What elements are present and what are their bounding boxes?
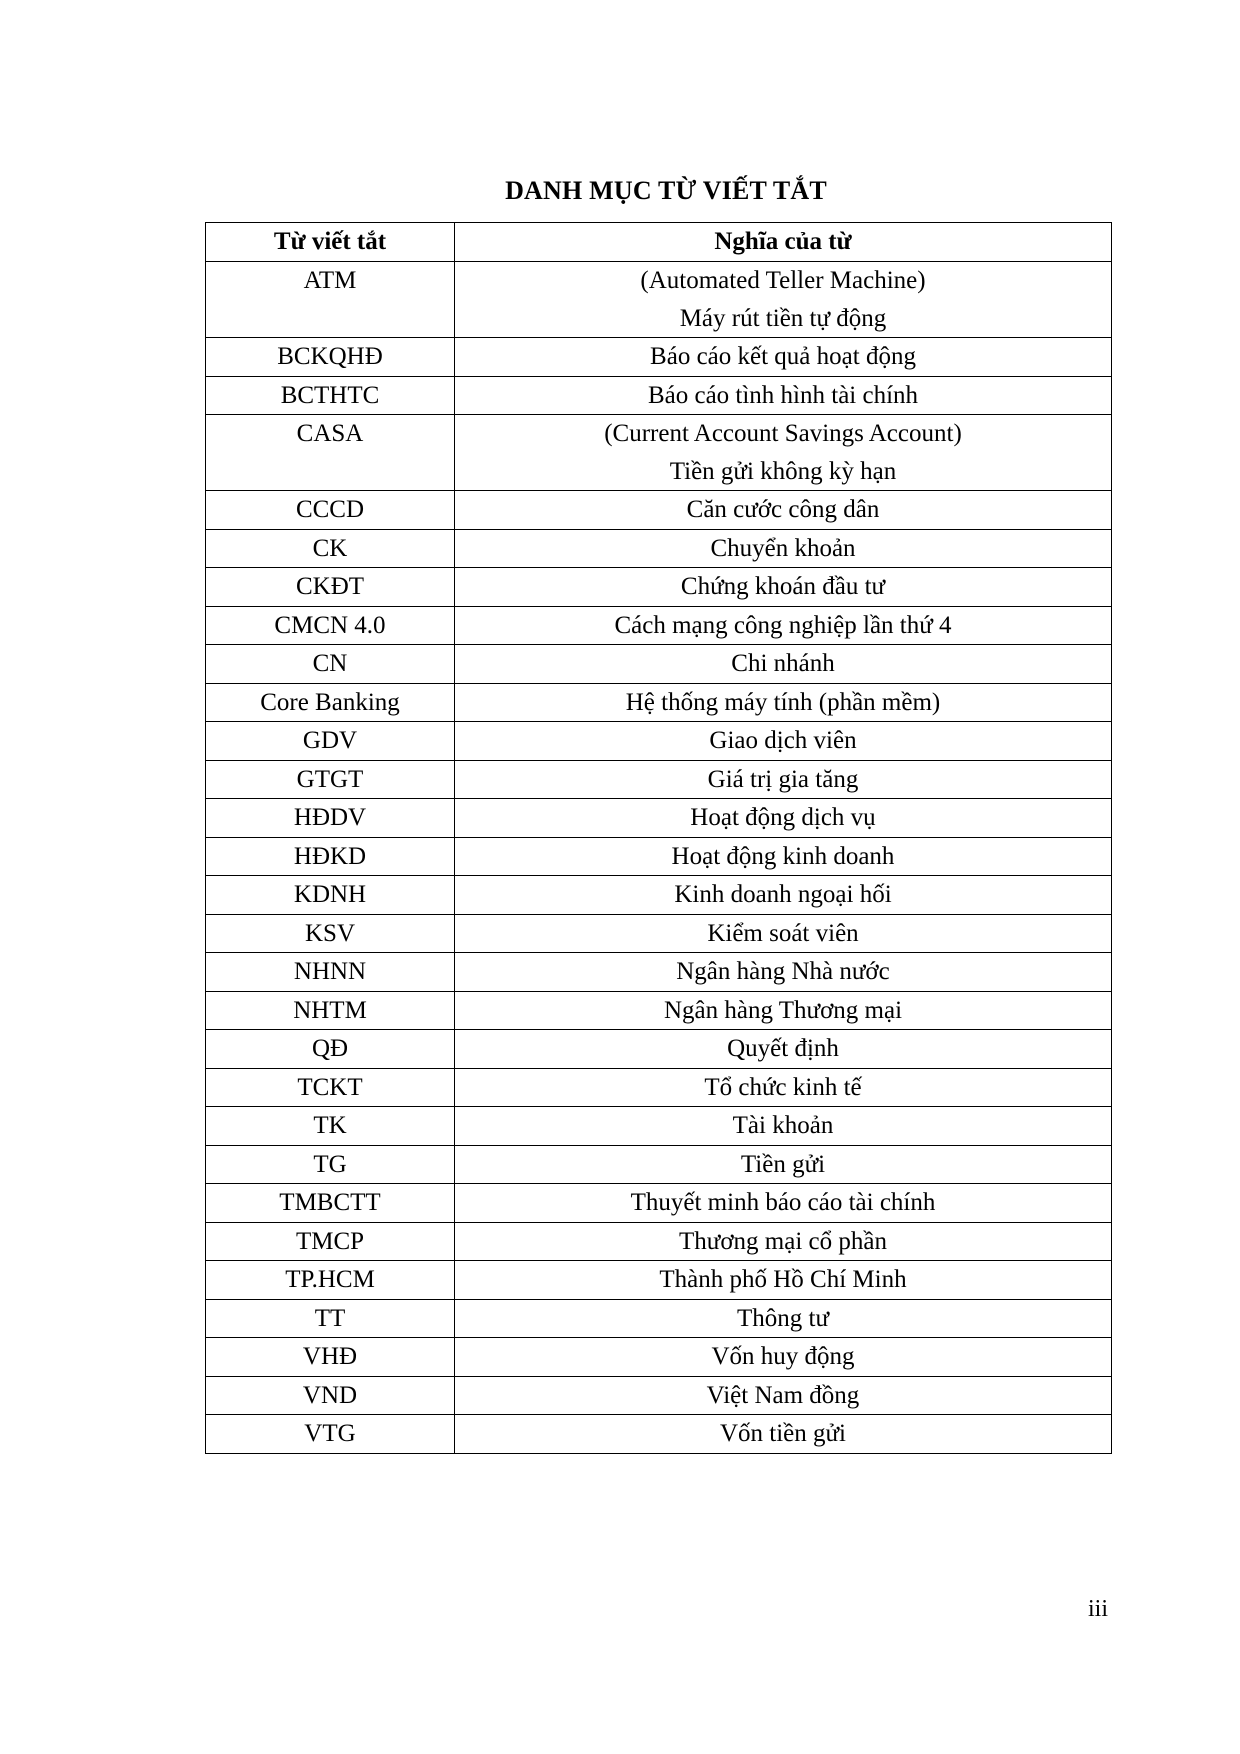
meaning-text: Tài khoản (732, 1112, 834, 1139)
table-body (206, 262, 1112, 1454)
meaning-text: Chứng khoán đầu tư (680, 573, 886, 600)
table-row (206, 1068, 1112, 1107)
abbreviation-cell (206, 568, 455, 607)
table-row (206, 837, 1112, 876)
header-meaning: Nghĩa của từ (455, 223, 1112, 262)
table-row (206, 645, 1112, 684)
abbreviation-text: HĐDV (293, 804, 367, 831)
abbreviation-cell (206, 722, 455, 761)
abbreviation-cell (206, 1415, 455, 1454)
meaning-cell (455, 645, 1112, 684)
abbreviation-cell (206, 1068, 455, 1107)
meaning-cell (455, 262, 1112, 338)
abbreviation-text: TMCP (295, 1227, 365, 1255)
abbreviation-cell (206, 991, 455, 1030)
abbreviation-cell (206, 1376, 455, 1415)
meaning-cell (455, 722, 1112, 761)
abbreviation-text: VND (302, 1381, 358, 1409)
abbreviation-cell (206, 529, 455, 568)
meaning-text: Máy rút tiền tự động (679, 304, 887, 332)
abbreviation-cell (206, 914, 455, 953)
meaning-text: Cách mạng công nghiệp lần thứ 4 (614, 611, 952, 639)
table-row (206, 376, 1112, 415)
meaning-cell (455, 953, 1112, 992)
meaning-text: Thành phố Hồ Chí Minh (659, 1266, 907, 1293)
meaning-text: Hoạt động kinh doanh (671, 842, 895, 870)
table-row (206, 953, 1112, 992)
table-row (206, 338, 1112, 377)
abbreviation-text: KDNH (293, 881, 367, 908)
meaning-text: Hệ thống máy tính (phần mềm) (625, 688, 941, 716)
abbreviation-text: TG (313, 1150, 347, 1178)
abbreviation-text: KSV (304, 919, 355, 947)
table-row (206, 1145, 1112, 1184)
abbreviation-text: TMBCTT (279, 1189, 381, 1216)
table-row (206, 799, 1112, 838)
abbreviation-cell (206, 338, 455, 377)
meaning-text: Tổ chức kinh tế (704, 1073, 862, 1101)
header-abbreviation: Từ viết tắt (206, 223, 455, 262)
abbreviation-text: TT (314, 1304, 346, 1332)
meaning-cell (455, 1376, 1112, 1415)
meaning-text: (Current Account Savings Account) (604, 420, 962, 447)
abbreviation-cell (206, 953, 455, 992)
abbreviation-cell (206, 376, 455, 415)
meaning-text: Thông tư (736, 1304, 830, 1332)
meaning-text: Tiền gửi (740, 1150, 826, 1178)
abbreviation-cell (206, 1030, 455, 1069)
abbreviation-text: VHĐ (302, 1343, 358, 1370)
meaning-cell (455, 529, 1112, 568)
abbreviation-cell (206, 799, 455, 838)
meaning-cell (455, 1068, 1112, 1107)
abbreviation-text: GTGT (296, 765, 364, 793)
meaning-text: Vốn tiền gửi (719, 1420, 847, 1447)
abbreviation-text: Core Banking (260, 688, 400, 716)
table-row (206, 262, 1112, 338)
table-row (206, 606, 1112, 645)
page-number: iii (1088, 1596, 1109, 1622)
meaning-cell (455, 760, 1112, 799)
abbreviation-table (205, 222, 1112, 1454)
meaning-text: Báo cáo kết quả hoạt động (650, 343, 916, 370)
abbreviation-cell (206, 1184, 455, 1223)
table-row (206, 1107, 1112, 1146)
page-title: DANH MỤC TỪ VIẾT TẮT (505, 176, 827, 205)
meaning-cell (455, 1222, 1112, 1261)
meaning-text: Vốn huy động (711, 1343, 855, 1370)
abbreviation-cell (206, 876, 455, 915)
meaning-cell (455, 876, 1112, 915)
meaning-cell (455, 1299, 1112, 1338)
table-row (206, 683, 1112, 722)
abbreviation-text: TCKT (297, 1073, 363, 1101)
table-header-row (206, 223, 1112, 262)
meaning-cell (455, 568, 1112, 607)
abbreviation-text: QĐ (311, 1035, 349, 1062)
meaning-text: Giao dịch viên (709, 727, 857, 754)
meaning-cell (455, 799, 1112, 838)
meaning-cell (455, 1261, 1112, 1300)
table-row (206, 1415, 1112, 1454)
meaning-cell (455, 1145, 1112, 1184)
meaning-cell (455, 1030, 1112, 1069)
table-row (206, 491, 1112, 530)
abbreviation-text: TK (313, 1112, 347, 1139)
abbreviation-text: CK (312, 534, 348, 562)
abbreviation-text: ATM (303, 267, 357, 294)
abbreviation-text: BCKQHĐ (277, 343, 383, 370)
meaning-cell (455, 991, 1112, 1030)
table-row (206, 1261, 1112, 1300)
abbreviation-text: BCTHTC (280, 381, 380, 409)
meaning-text: Căn cước công dân (686, 496, 880, 523)
meaning-text: Thương mại cổ phần (679, 1227, 887, 1255)
abbreviation-cell (206, 837, 455, 876)
meaning-cell (455, 338, 1112, 377)
meaning-cell (455, 1107, 1112, 1146)
abbreviation-cell (206, 645, 455, 684)
meaning-text: Kinh doanh ngoại hối (674, 881, 892, 908)
abbreviation-cell (206, 1261, 455, 1300)
meaning-text: Kiểm soát viên (707, 919, 859, 947)
meaning-text: Chi nhánh (731, 650, 835, 677)
abbreviation-cell (206, 760, 455, 799)
abbreviation-text: CCCD (295, 496, 365, 523)
table-row (206, 1299, 1112, 1338)
abbreviation-cell (206, 415, 455, 491)
meaning-cell (455, 683, 1112, 722)
table-row (206, 1376, 1112, 1415)
meaning-text: Ngân hàng Nhà nước (676, 958, 890, 985)
table-row (206, 914, 1112, 953)
table-row (206, 1030, 1112, 1069)
meaning-text: Hoạt động dịch vụ (690, 804, 876, 831)
meaning-text: Quyết định (727, 1035, 839, 1062)
meaning-text: Giá trị gia tăng (707, 765, 859, 793)
abbreviation-cell (206, 1338, 455, 1377)
abbreviation-text: TP.HCM (285, 1266, 375, 1293)
abbreviation-cell (206, 1222, 455, 1261)
abbreviation-cell (206, 1145, 455, 1184)
table-row (206, 1338, 1112, 1377)
abbreviation-text: CASA (296, 420, 364, 447)
abbreviation-cell (206, 1107, 455, 1146)
meaning-text: Thuyết minh báo cáo tài chính (630, 1189, 936, 1216)
meaning-text: Tiền gửi không kỳ hạn (669, 457, 897, 485)
table-row (206, 760, 1112, 799)
table-row (206, 1184, 1112, 1223)
table-row (206, 991, 1112, 1030)
abbreviation-text: NHTM (293, 996, 367, 1024)
meaning-text: Báo cáo tình hình tài chính (647, 381, 919, 409)
meaning-text: Việt Nam đồng (706, 1381, 860, 1409)
abbreviation-cell (206, 491, 455, 530)
table-row (206, 1222, 1112, 1261)
meaning-text: Ngân hàng Thương mại (663, 996, 903, 1024)
meaning-cell (455, 1338, 1112, 1377)
abbreviation-cell (206, 606, 455, 645)
abbreviation-text: GDV (302, 727, 358, 754)
abbreviation-text: NHNN (293, 958, 367, 985)
abbreviation-cell (206, 683, 455, 722)
abbreviation-text: HĐKD (293, 842, 367, 870)
meaning-cell (455, 606, 1112, 645)
abbreviation-cell (206, 1299, 455, 1338)
abbreviation-text: CMCN 4.0 (274, 611, 386, 639)
meaning-cell (455, 415, 1112, 491)
table-row (206, 722, 1112, 761)
meaning-text: (Automated Teller Machine) (640, 267, 926, 294)
meaning-cell (455, 491, 1112, 530)
table-row (206, 529, 1112, 568)
meaning-cell (455, 1184, 1112, 1223)
abbreviation-text: CN (312, 650, 348, 677)
abbreviation-text: CKĐT (295, 573, 365, 600)
meaning-cell (455, 376, 1112, 415)
table-row (206, 415, 1112, 491)
table-row (206, 876, 1112, 915)
meaning-cell (455, 1415, 1112, 1454)
meaning-text: Chuyển khoản (710, 534, 856, 562)
meaning-cell (455, 837, 1112, 876)
table-row (206, 568, 1112, 607)
abbreviation-cell (206, 262, 455, 338)
abbreviation-text: VTG (304, 1420, 356, 1447)
meaning-cell (455, 914, 1112, 953)
